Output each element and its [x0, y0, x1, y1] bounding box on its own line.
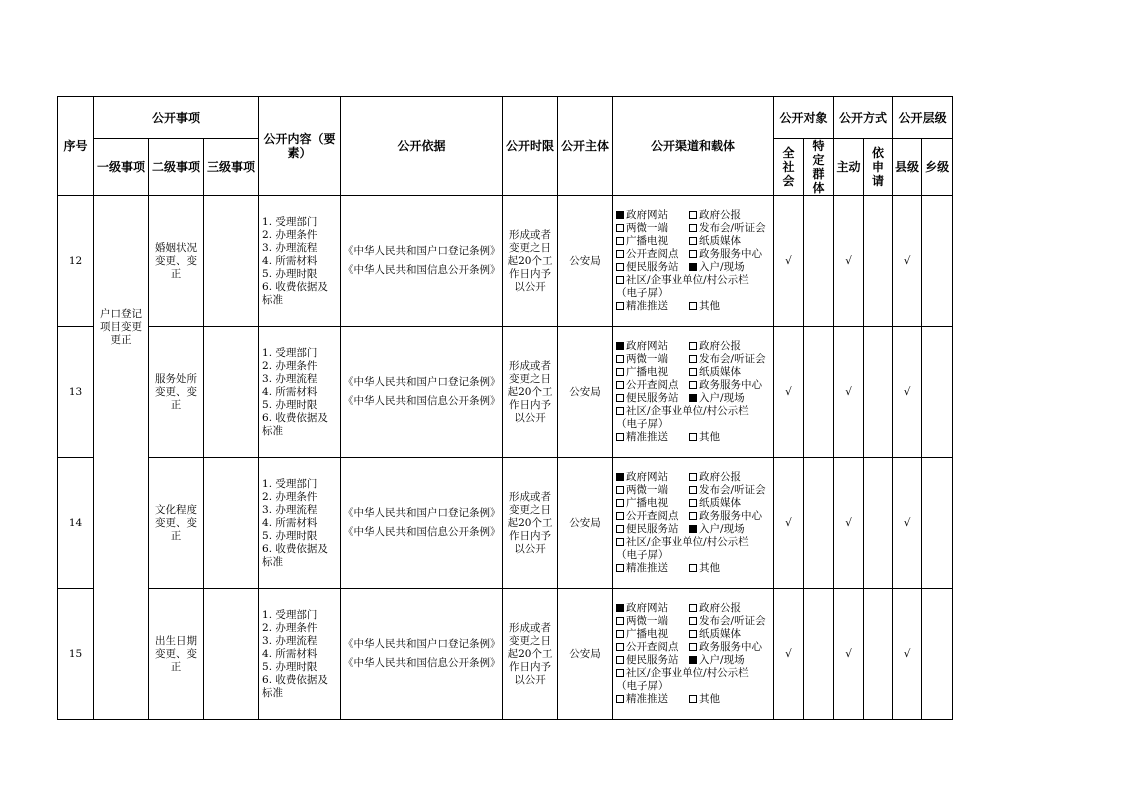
unchecked-box-icon — [689, 617, 697, 625]
channel-option: （电子屏） — [616, 680, 669, 692]
unchecked-box-icon — [616, 643, 624, 651]
channel-option: 两微一端 — [616, 353, 689, 366]
channel-option: 政府网站 — [616, 209, 689, 222]
content-item: 1. 受理部门 — [262, 608, 318, 621]
header-basis: 公开依据 — [341, 97, 503, 196]
tier-county-check: √ — [893, 458, 922, 589]
channel-line — [616, 209, 772, 222]
channel-line — [616, 523, 772, 536]
content-cell — [259, 589, 341, 720]
channel-option: 社区/企事业单位/村公示栏 — [616, 667, 689, 680]
unchecked-box-icon — [616, 381, 624, 389]
channel-option: 政府公报 — [689, 471, 741, 484]
header-tier: 公开层级 — [893, 97, 953, 139]
basis-cell — [341, 327, 503, 458]
unchecked-box-icon — [616, 695, 624, 703]
target-specific-cell — [804, 458, 834, 589]
unchecked-box-icon — [616, 368, 624, 376]
tier-town-cell — [922, 196, 953, 327]
method-active-check: √ — [834, 196, 864, 327]
header-level2: 二级事项 — [149, 139, 204, 196]
content-item: 5. 办理时限 — [262, 398, 318, 411]
channel-line — [616, 615, 772, 628]
subject-cell: 公安局 — [558, 196, 613, 327]
channel-option: 精准推送 — [616, 562, 689, 575]
channel-option: 两微一端 — [616, 222, 689, 235]
channel-line — [616, 300, 772, 313]
channel-option: 政务服务中心 — [689, 641, 762, 654]
channel-line — [616, 405, 772, 418]
basis-item: 《中华人民共和国户口登记条例》 — [343, 507, 501, 519]
content-item: 3. 办理流程 — [262, 503, 318, 516]
channel-option: 广播电视 — [616, 628, 689, 641]
tier-county-check: √ — [893, 196, 922, 327]
unchecked-box-icon — [689, 368, 697, 376]
header-target-all: 全社会 — [774, 139, 804, 196]
seq-cell: 14 — [58, 458, 94, 589]
channels-cell — [613, 327, 774, 458]
channel-option: 入户/现场 — [689, 392, 745, 405]
header-method-active: 主动 — [834, 139, 864, 196]
unchecked-box-icon — [689, 224, 697, 232]
channel-line — [616, 353, 772, 366]
unchecked-box-icon — [616, 538, 624, 546]
channel-option: 两微一端 — [616, 484, 689, 497]
unchecked-box-icon — [689, 250, 697, 258]
channel-option: 便民服务站 — [616, 261, 689, 274]
time-cell: 形成或者变更之日起20个工作日内予以公开 — [503, 589, 558, 720]
channel-option: 公开查阅点 — [616, 641, 689, 654]
channel-line — [616, 628, 772, 641]
header-method: 公开方式 — [834, 97, 893, 139]
channel-line — [616, 680, 772, 693]
channel-option: 政府网站 — [616, 471, 689, 484]
content-item: 3. 办理流程 — [262, 634, 318, 647]
level3-cell — [204, 589, 259, 720]
basis-item: 《中华人民共和国户口登记条例》 — [343, 376, 501, 388]
channels-cell — [613, 589, 774, 720]
unchecked-box-icon — [616, 499, 624, 507]
content-item: 2. 办理条件 — [262, 228, 318, 241]
channels-cell — [613, 196, 774, 327]
unchecked-box-icon — [689, 433, 697, 441]
channel-option: （电子屏） — [616, 287, 669, 299]
unchecked-box-icon — [689, 604, 697, 612]
seq-cell: 15 — [58, 589, 94, 720]
unchecked-box-icon — [689, 512, 697, 520]
basis-item: 《中华人民共和国信息公开条例》 — [343, 395, 501, 407]
channel-option: 公开查阅点 — [616, 510, 689, 523]
target-all-check: √ — [774, 458, 804, 589]
channel-line — [616, 222, 772, 235]
level2-cell: 服务处所变更、变正 — [149, 327, 204, 458]
unchecked-box-icon — [689, 302, 697, 310]
channel-option: （电子屏） — [616, 549, 669, 561]
time-cell: 形成或者变更之日起20个工作日内予以公开 — [503, 196, 558, 327]
header-time: 公开时限 — [503, 97, 558, 196]
unchecked-box-icon — [616, 355, 624, 363]
content-item: 3. 办理流程 — [262, 372, 318, 385]
header-tier-county: 县级 — [893, 139, 922, 196]
channel-line — [616, 484, 772, 497]
channel-option: 纸质媒体 — [689, 628, 741, 641]
header-content: 公开内容（要素） — [259, 97, 341, 196]
content-item: 1. 受理部门 — [262, 215, 318, 228]
channel-option: 公开查阅点 — [616, 248, 689, 261]
channel-option: 精准推送 — [616, 693, 689, 706]
checked-box-icon — [616, 211, 624, 219]
target-all-check: √ — [774, 589, 804, 720]
channel-line — [616, 471, 772, 484]
channel-option: 发布会/听证会 — [689, 222, 766, 235]
channel-option: 便民服务站 — [616, 392, 689, 405]
unchecked-box-icon — [689, 630, 697, 638]
basis-item: 《中华人民共和国信息公开条例》 — [343, 264, 501, 276]
method-active-check: √ — [834, 458, 864, 589]
unchecked-box-icon — [616, 394, 624, 402]
channel-option: 发布会/听证会 — [689, 484, 766, 497]
target-all-check: √ — [774, 196, 804, 327]
header-subject: 公开主体 — [558, 97, 613, 196]
content-item: 4. 所需材料 — [262, 516, 318, 529]
channel-line — [616, 654, 772, 667]
basis-cell — [341, 196, 503, 327]
tier-county-check: √ — [893, 589, 922, 720]
unchecked-box-icon — [689, 564, 697, 572]
unchecked-box-icon — [616, 276, 624, 284]
content-cell — [259, 458, 341, 589]
channel-line — [616, 366, 772, 379]
basis-item: 《中华人民共和国户口登记条例》 — [343, 638, 501, 650]
content-item: 4. 所需材料 — [262, 254, 318, 267]
unchecked-box-icon — [689, 342, 697, 350]
channel-line — [616, 693, 772, 706]
level3-cell — [204, 196, 259, 327]
header-matter: 公开事项 — [94, 97, 259, 139]
method-apply-cell — [864, 589, 893, 720]
unchecked-box-icon — [689, 473, 697, 481]
content-item: 2. 办理条件 — [262, 621, 318, 634]
unchecked-box-icon — [616, 224, 624, 232]
channel-option: 公开查阅点 — [616, 379, 689, 392]
content-item: 5. 办理时限 — [262, 529, 318, 542]
checked-box-icon — [616, 342, 624, 350]
channel-option: 纸质媒体 — [689, 235, 741, 248]
header-target-specific: 特定群体 — [804, 139, 834, 196]
channel-option: 广播电视 — [616, 497, 689, 510]
target-specific-cell — [804, 327, 834, 458]
unchecked-box-icon — [616, 302, 624, 310]
unchecked-box-icon — [689, 695, 697, 703]
unchecked-box-icon — [689, 643, 697, 651]
table-row — [58, 589, 953, 720]
header-target: 公开对象 — [774, 97, 834, 139]
seq-cell: 13 — [58, 327, 94, 458]
channel-line — [616, 602, 772, 615]
content-item: 4. 所需材料 — [262, 647, 318, 660]
content-item: 6. 收费依据及标准 — [262, 673, 328, 699]
content-cell — [259, 327, 341, 458]
unchecked-box-icon — [689, 381, 697, 389]
unchecked-box-icon — [616, 617, 624, 625]
channel-line — [616, 497, 772, 510]
unchecked-box-icon — [689, 355, 697, 363]
basis-item: 《中华人民共和国信息公开条例》 — [343, 657, 501, 669]
channel-line — [616, 418, 772, 431]
channel-option: 政府网站 — [616, 340, 689, 353]
unchecked-box-icon — [616, 525, 624, 533]
checked-box-icon — [689, 394, 697, 402]
tier-town-cell — [922, 458, 953, 589]
basis-cell — [341, 589, 503, 720]
channel-option: 社区/企事业单位/村公示栏 — [616, 536, 689, 549]
unchecked-box-icon — [689, 211, 697, 219]
content-item: 6. 收费依据及标准 — [262, 411, 328, 437]
channel-option: 广播电视 — [616, 235, 689, 248]
checked-box-icon — [689, 263, 697, 271]
unchecked-box-icon — [616, 237, 624, 245]
channel-option: 其他 — [689, 562, 720, 575]
channel-option: 社区/企事业单位/村公示栏 — [616, 405, 689, 418]
subject-cell: 公安局 — [558, 327, 613, 458]
unchecked-box-icon — [616, 512, 624, 520]
unchecked-box-icon — [616, 656, 624, 664]
unchecked-box-icon — [689, 486, 697, 494]
channel-option: 入户/现场 — [689, 261, 745, 274]
channel-line — [616, 549, 772, 562]
channel-line — [616, 274, 772, 287]
channel-line — [616, 536, 772, 549]
basis-item: 《中华人民共和国信息公开条例》 — [343, 526, 501, 538]
checked-box-icon — [689, 525, 697, 533]
channel-option: 两微一端 — [616, 615, 689, 628]
unchecked-box-icon — [616, 250, 624, 258]
channel-option: 政务服务中心 — [689, 379, 762, 392]
basis-cell — [341, 458, 503, 589]
checked-box-icon — [616, 604, 624, 612]
channel-option: 政务服务中心 — [689, 248, 762, 261]
channel-option: 纸质媒体 — [689, 366, 741, 379]
header-level3: 三级事项 — [204, 139, 259, 196]
tier-town-cell — [922, 327, 953, 458]
channel-option: 广播电视 — [616, 366, 689, 379]
header-method-apply: 依申请 — [864, 139, 893, 196]
method-apply-cell — [864, 196, 893, 327]
unchecked-box-icon — [689, 237, 697, 245]
checked-box-icon — [616, 473, 624, 481]
level1-text: 户口登记项目变更更正 — [100, 308, 142, 346]
basis-item: 《中华人民共和国户口登记条例》 — [343, 245, 501, 257]
unchecked-box-icon — [616, 564, 624, 572]
channel-option: 发布会/听证会 — [689, 615, 766, 628]
content-item: 6. 收费依据及标准 — [262, 542, 328, 568]
channel-option: 便民服务站 — [616, 523, 689, 536]
channel-line — [616, 562, 772, 575]
channels-cell — [613, 458, 774, 589]
unchecked-box-icon — [616, 630, 624, 638]
header-seq: 序号 — [58, 97, 94, 196]
channel-option: （电子屏） — [616, 418, 669, 430]
target-specific-cell — [804, 196, 834, 327]
subject-cell: 公安局 — [558, 589, 613, 720]
tier-county-check: √ — [893, 327, 922, 458]
level1-cell — [94, 196, 149, 720]
level2-cell: 文化程度变更、变正 — [149, 458, 204, 589]
target-all-check: √ — [774, 327, 804, 458]
method-active-check: √ — [834, 327, 864, 458]
content-item: 2. 办理条件 — [262, 359, 318, 372]
channel-line — [616, 667, 772, 680]
channel-line — [616, 340, 772, 353]
content-item: 3. 办理流程 — [262, 241, 318, 254]
content-item: 4. 所需材料 — [262, 385, 318, 398]
content-item: 6. 收费依据及标准 — [262, 280, 328, 306]
channel-option: 其他 — [689, 300, 720, 313]
channel-option: 纸质媒体 — [689, 497, 741, 510]
channel-option: 政务服务中心 — [689, 510, 762, 523]
level3-cell — [204, 327, 259, 458]
content-item: 5. 办理时限 — [262, 267, 318, 280]
target-specific-cell — [804, 589, 834, 720]
unchecked-box-icon — [616, 669, 624, 677]
content-item: 1. 受理部门 — [262, 346, 318, 359]
channel-line — [616, 261, 772, 274]
unchecked-box-icon — [689, 499, 697, 507]
channel-option: 精准推送 — [616, 300, 689, 313]
level2-cell: 出生日期变更、变正 — [149, 589, 204, 720]
content-item: 1. 受理部门 — [262, 477, 318, 490]
channel-line — [616, 641, 772, 654]
channel-option: 其他 — [689, 431, 720, 444]
channel-line — [616, 510, 772, 523]
unchecked-box-icon — [616, 263, 624, 271]
table-row — [58, 458, 953, 589]
method-apply-cell — [864, 458, 893, 589]
channel-line — [616, 235, 772, 248]
table-row — [58, 196, 953, 327]
header-channels: 公开渠道和载体 — [613, 97, 774, 196]
channel-line — [616, 392, 772, 405]
content-item: 2. 办理条件 — [262, 490, 318, 503]
channel-line — [616, 248, 772, 261]
content-item: 5. 办理时限 — [262, 660, 318, 673]
level3-cell — [204, 458, 259, 589]
unchecked-box-icon — [616, 433, 624, 441]
tier-town-cell — [922, 589, 953, 720]
channel-option: 政府公报 — [689, 340, 741, 353]
channel-option: 其他 — [689, 693, 720, 706]
content-cell — [259, 196, 341, 327]
disclosure-table — [57, 96, 953, 720]
method-active-check: √ — [834, 589, 864, 720]
seq-cell: 12 — [58, 196, 94, 327]
channel-option: 精准推送 — [616, 431, 689, 444]
channel-option: 社区/企事业单位/村公示栏 — [616, 274, 689, 287]
channel-option: 便民服务站 — [616, 654, 689, 667]
unchecked-box-icon — [616, 407, 624, 415]
header-level1: 一级事项 — [94, 139, 149, 196]
channel-line — [616, 287, 772, 300]
time-cell: 形成或者变更之日起20个工作日内予以公开 — [503, 458, 558, 589]
channel-option: 入户/现场 — [689, 654, 745, 667]
level2-cell: 婚姻状况变更、变正 — [149, 196, 204, 327]
channel-option: 政府网站 — [616, 602, 689, 615]
channel-option: 政府公报 — [689, 209, 741, 222]
channel-option: 入户/现场 — [689, 523, 745, 536]
subject-cell: 公安局 — [558, 458, 613, 589]
time-cell: 形成或者变更之日起20个工作日内予以公开 — [503, 327, 558, 458]
channel-option: 政府公报 — [689, 602, 741, 615]
method-apply-cell — [864, 327, 893, 458]
header-tier-town: 乡级 — [922, 139, 953, 196]
channel-line — [616, 379, 772, 392]
channel-option: 发布会/听证会 — [689, 353, 766, 366]
channel-line — [616, 431, 772, 444]
unchecked-box-icon — [616, 486, 624, 494]
checked-box-icon — [689, 656, 697, 664]
table-row — [58, 327, 953, 458]
